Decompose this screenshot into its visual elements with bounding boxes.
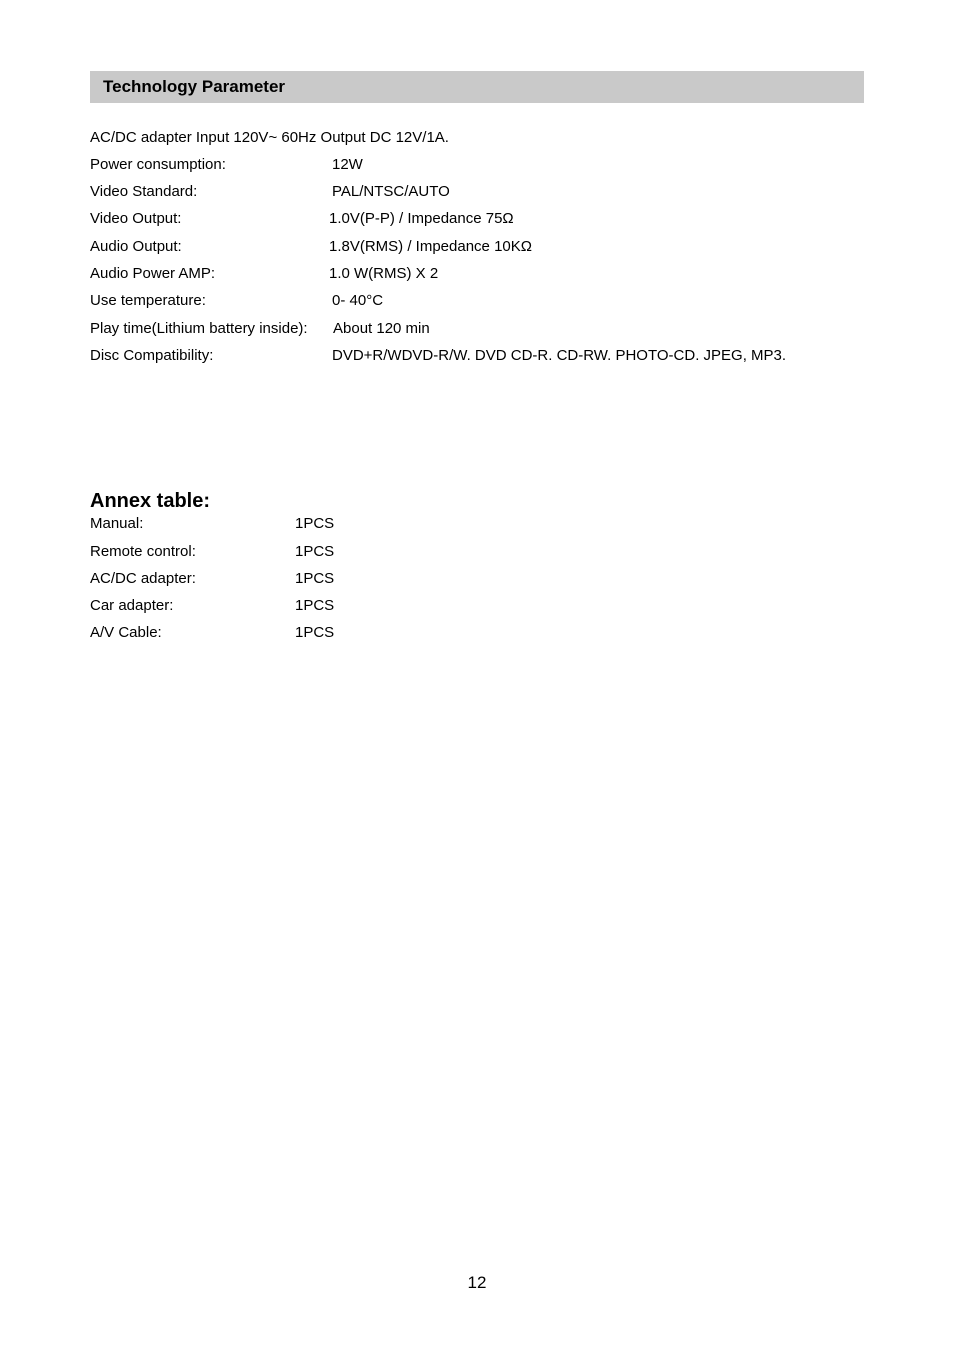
spec-label-temperature: Use temperature:	[90, 292, 206, 309]
annex-title: Annex table:	[90, 490, 211, 512]
spec-label-disc: Disc Compatibility:	[90, 347, 214, 364]
spec-label-video-output: Video Output:	[90, 210, 182, 227]
spec-value-audio-amp: 1.0 W(RMS) X 2	[329, 265, 439, 282]
page-number: 12	[467, 1273, 487, 1292]
spec-value-video-output: 1.0V(P-P) / Impedance 75Ω	[329, 210, 514, 227]
spec-value-video-standard: PAL/NTSC/AUTO	[332, 183, 450, 200]
spec-value-temperature: 0- 40°C	[332, 292, 384, 309]
annex-label-adapter: AC/DC adapter:	[90, 570, 196, 587]
annex-label-av-cable: A/V Cable:	[90, 624, 162, 641]
spec-value-play-time: About 120 min	[333, 320, 430, 337]
spec-label-play-time: Play time(Lithium battery inside):	[90, 320, 308, 337]
spec-label-video-standard: Video Standard:	[90, 183, 198, 200]
spec-value-audio-output: 1.8V(RMS) / Impedance 10KΩ	[329, 238, 532, 255]
adapter-spec-line: AC/DC adapter Input 120V~ 60Hz Output DC 12V/1A.	[90, 129, 449, 146]
annex-value-car-adapter: 1PCS	[295, 597, 335, 614]
spec-label-power: Power consumption:	[90, 156, 226, 173]
annex-value-av-cable: 1PCS	[295, 624, 335, 641]
annex-value-manual: 1PCS	[295, 515, 335, 532]
section-header-bar	[90, 71, 864, 103]
annex-label-manual: Manual:	[90, 515, 144, 532]
annex-value-remote: 1PCS	[295, 543, 335, 560]
annex-value-adapter: 1PCS	[295, 570, 335, 587]
spec-label-audio-output: Audio Output:	[90, 238, 182, 255]
spec-label-audio-amp: Audio Power AMP:	[90, 265, 216, 282]
section-title: Technology Parameter	[103, 77, 286, 96]
annex-label-remote: Remote control:	[90, 543, 196, 560]
annex-label-car-adapter: Car adapter:	[90, 597, 174, 614]
spec-value-power: 12W	[332, 156, 363, 173]
spec-value-disc: DVD+R/WDVD-R/W. DVD CD-R. CD-RW. PHOTO-CD. JPEG, MP3.	[332, 347, 787, 364]
